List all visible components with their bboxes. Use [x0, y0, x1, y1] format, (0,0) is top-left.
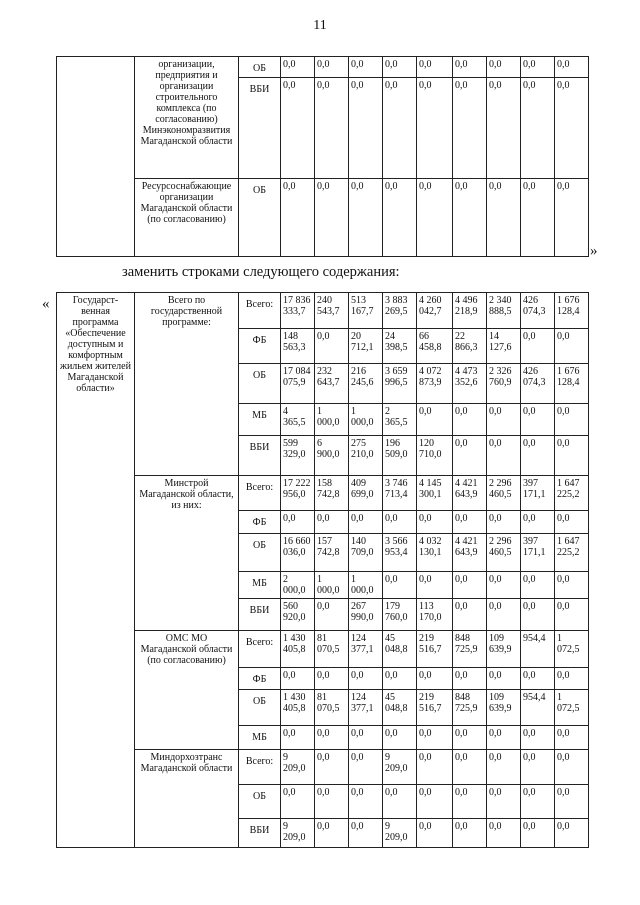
value-cell: 0,0 [281, 785, 315, 819]
value-cell: 0,0 [383, 785, 417, 819]
value-cell: 0,0 [521, 404, 555, 436]
fund-source-cell: ВБИ [239, 599, 281, 631]
value-cell: 124 377,1 [349, 631, 383, 668]
value-cell: 0,0 [453, 57, 487, 78]
value-cell: 0,0 [521, 329, 555, 364]
value-cell: 0,0 [281, 668, 315, 690]
value-cell: 0,0 [487, 436, 521, 476]
value-cell: 0,0 [555, 599, 589, 631]
value-cell: 4 421 643,9 [453, 476, 487, 511]
value-cell: 0,0 [383, 668, 417, 690]
value-cell: 0,0 [417, 78, 453, 179]
value-cell: 0,0 [453, 726, 487, 750]
value-cell: 0,0 [383, 179, 417, 257]
value-cell: 0,0 [349, 726, 383, 750]
value-cell: 0,0 [555, 819, 589, 848]
value-cell: 0,0 [281, 511, 315, 534]
value-cell: 232 643,7 [315, 364, 349, 404]
value-cell: 0,0 [555, 726, 589, 750]
value-cell: 24 398,5 [383, 329, 417, 364]
value-cell: 0,0 [349, 511, 383, 534]
value-cell: 1 647 225,2 [555, 476, 589, 511]
top-table [56, 56, 589, 257]
value-cell: 1 000,0 [349, 572, 383, 599]
fund-source-cell: МБ [239, 572, 281, 599]
value-cell: 0,0 [487, 404, 521, 436]
value-cell: 0,0 [281, 57, 315, 78]
value-cell: 513 167,7 [349, 293, 383, 329]
value-cell: 16 660 036,0 [281, 534, 315, 572]
program-name-cell [57, 57, 135, 257]
value-cell: 0,0 [521, 819, 555, 848]
value-cell: 0,0 [555, 404, 589, 436]
fund-source-cell: ФБ [239, 511, 281, 534]
executor-cell: Миндорхозтранс Магаданской области [135, 750, 239, 848]
value-cell: 0,0 [555, 436, 589, 476]
value-cell: 426 074,3 [521, 293, 555, 329]
value-cell: 0,0 [417, 726, 453, 750]
value-cell: 4 145 300,1 [417, 476, 453, 511]
value-cell: 0,0 [281, 78, 315, 179]
value-cell: 954,4 [521, 690, 555, 726]
value-cell: 0,0 [453, 819, 487, 848]
value-cell: 1 000,0 [315, 404, 349, 436]
value-cell: 1 430 405,8 [281, 631, 315, 668]
value-cell: 0,0 [521, 668, 555, 690]
value-cell: 81 070,5 [315, 631, 349, 668]
value-cell: 0,0 [555, 179, 589, 257]
value-cell: 4 072 873,9 [417, 364, 453, 404]
value-cell: 397 171,1 [521, 534, 555, 572]
value-cell: 0,0 [417, 404, 453, 436]
value-cell: 81 070,5 [315, 690, 349, 726]
value-cell: 1 000,0 [315, 572, 349, 599]
value-cell: 3 566 953,4 [383, 534, 417, 572]
fund-source-cell: Всего: [239, 293, 281, 329]
executor-cell: Всего по государственной программе: [135, 293, 239, 476]
value-cell: 275 210,0 [349, 436, 383, 476]
value-cell: 0,0 [281, 179, 315, 257]
value-cell: 426 074,3 [521, 364, 555, 404]
value-cell: 0,0 [555, 78, 589, 179]
value-cell: 0,0 [383, 78, 417, 179]
table-row [57, 293, 589, 329]
value-cell: 45 048,8 [383, 631, 417, 668]
value-cell: 66 458,8 [417, 329, 453, 364]
value-cell: 0,0 [417, 750, 453, 785]
fund-source-cell: ВБИ [239, 78, 281, 179]
value-cell: 409 699,0 [349, 476, 383, 511]
main-table [56, 292, 589, 848]
value-cell: 0,0 [555, 785, 589, 819]
fund-source-cell: ВБИ [239, 436, 281, 476]
fund-source-cell: Всего: [239, 750, 281, 785]
value-cell: 17 222 956,0 [281, 476, 315, 511]
value-cell: 954,4 [521, 631, 555, 668]
fund-source-cell: Всего: [239, 476, 281, 511]
value-cell: 4 260 042,7 [417, 293, 453, 329]
fund-source-cell: ОБ [239, 364, 281, 404]
replace-heading: заменить строками следующего содержания: [122, 264, 400, 280]
executor-cell: организации, предприятия и организации строительного комплекса (по согласованию) Минэкономразвития Магаданской области [135, 57, 239, 179]
value-cell: 109 639,9 [487, 631, 521, 668]
value-cell: 0,0 [453, 78, 487, 179]
value-cell: 0,0 [315, 78, 349, 179]
value-cell: 0,0 [315, 179, 349, 257]
value-cell: 0,0 [453, 404, 487, 436]
value-cell: 120 710,0 [417, 436, 453, 476]
value-cell: 20 712,1 [349, 329, 383, 364]
value-cell: 0,0 [383, 57, 417, 78]
value-cell: 397 171,1 [521, 476, 555, 511]
value-cell: 0,0 [417, 57, 453, 78]
value-cell: 0,0 [487, 668, 521, 690]
value-cell: 0,0 [383, 572, 417, 599]
value-cell: 0,0 [555, 329, 589, 364]
value-cell: 0,0 [453, 572, 487, 599]
value-cell: 0,0 [555, 668, 589, 690]
value-cell: 0,0 [315, 668, 349, 690]
executor-cell: ОМС МО Магаданской области (по согласованию) [135, 631, 239, 750]
value-cell: 4 473 352,6 [453, 364, 487, 404]
executor-cell: Минстрой Магаданской области, из них: [135, 476, 239, 631]
value-cell: 196 509,0 [383, 436, 417, 476]
open-quote: « [42, 296, 50, 312]
value-cell: 0,0 [521, 785, 555, 819]
value-cell: 0,0 [487, 78, 521, 179]
value-cell: 560 920,0 [281, 599, 315, 631]
value-cell: 6 900,0 [315, 436, 349, 476]
fund-source-cell: МБ [239, 726, 281, 750]
value-cell: 0,0 [487, 785, 521, 819]
close-quote: » [590, 243, 598, 259]
value-cell: 9 209,0 [383, 750, 417, 785]
value-cell: 0,0 [417, 668, 453, 690]
fund-source-cell: ОБ [239, 785, 281, 819]
value-cell: 1 072,5 [555, 690, 589, 726]
value-cell: 1 000,0 [349, 404, 383, 436]
fund-source-cell: Всего: [239, 631, 281, 668]
value-cell: 0,0 [487, 726, 521, 750]
value-cell: 0,0 [453, 668, 487, 690]
value-cell: 4 421 643,9 [453, 534, 487, 572]
value-cell: 0,0 [281, 726, 315, 750]
table-row [57, 631, 589, 668]
value-cell: 1 072,5 [555, 631, 589, 668]
value-cell: 848 725,9 [453, 631, 487, 668]
value-cell: 219 516,7 [417, 690, 453, 726]
fund-source-cell: ВБИ [239, 819, 281, 848]
table-row [57, 57, 589, 78]
value-cell: 0,0 [555, 57, 589, 78]
value-cell: 0,0 [453, 179, 487, 257]
value-cell: 0,0 [487, 819, 521, 848]
fund-source-cell: ОБ [239, 179, 281, 257]
value-cell: 148 563,3 [281, 329, 315, 364]
value-cell: 267 990,0 [349, 599, 383, 631]
value-cell: 3 659 996,5 [383, 364, 417, 404]
fund-source-cell: ФБ [239, 668, 281, 690]
value-cell: 0,0 [349, 78, 383, 179]
value-cell: 0,0 [417, 819, 453, 848]
value-cell: 0,0 [349, 785, 383, 819]
value-cell: 0,0 [453, 599, 487, 631]
value-cell: 0,0 [555, 750, 589, 785]
value-cell: 2 365,5 [383, 404, 417, 436]
fund-source-cell: ОБ [239, 57, 281, 78]
value-cell: 0,0 [521, 78, 555, 179]
value-cell: 599 329,0 [281, 436, 315, 476]
value-cell: 4 496 218,9 [453, 293, 487, 329]
fund-source-cell: МБ [239, 404, 281, 436]
value-cell: 3 746 713,4 [383, 476, 417, 511]
value-cell: 179 760,0 [383, 599, 417, 631]
value-cell: 0,0 [521, 572, 555, 599]
value-cell: 0,0 [315, 599, 349, 631]
value-cell: 0,0 [315, 726, 349, 750]
value-cell: 0,0 [521, 511, 555, 534]
value-cell: 0,0 [315, 57, 349, 78]
value-cell: 0,0 [521, 750, 555, 785]
value-cell: 1 430 405,8 [281, 690, 315, 726]
value-cell: 0,0 [349, 57, 383, 78]
value-cell: 158 742,8 [315, 476, 349, 511]
value-cell: 22 866,3 [453, 329, 487, 364]
value-cell: 1 676 128,4 [555, 293, 589, 329]
value-cell: 0,0 [349, 819, 383, 848]
value-cell: 113 170,0 [417, 599, 453, 631]
value-cell: 0,0 [417, 572, 453, 599]
value-cell: 0,0 [487, 750, 521, 785]
value-cell: 0,0 [521, 57, 555, 78]
value-cell: 17 836 333,7 [281, 293, 315, 329]
value-cell: 0,0 [453, 750, 487, 785]
value-cell: 0,0 [383, 511, 417, 534]
value-cell: 0,0 [521, 599, 555, 631]
value-cell: 0,0 [417, 785, 453, 819]
value-cell: 2 296 460,5 [487, 534, 521, 572]
value-cell: 1 676 128,4 [555, 364, 589, 404]
value-cell: 2 000,0 [281, 572, 315, 599]
value-cell: 0,0 [417, 179, 453, 257]
program-name-cell: Государст-венная программа «Обеспечение доступным и комфортным жильем жителей Магаданской области» [57, 293, 135, 848]
value-cell: 3 883 269,5 [383, 293, 417, 329]
value-cell: 0,0 [487, 179, 521, 257]
value-cell: 0,0 [315, 329, 349, 364]
value-cell: 0,0 [315, 785, 349, 819]
value-cell: 0,0 [521, 726, 555, 750]
value-cell: 0,0 [453, 511, 487, 534]
value-cell: 0,0 [315, 511, 349, 534]
fund-source-cell: ОБ [239, 690, 281, 726]
value-cell: 240 543,7 [315, 293, 349, 329]
value-cell: 0,0 [555, 511, 589, 534]
value-cell: 14 127,6 [487, 329, 521, 364]
value-cell: 0,0 [315, 819, 349, 848]
value-cell: 157 742,8 [315, 534, 349, 572]
value-cell: 0,0 [487, 599, 521, 631]
value-cell: 0,0 [417, 511, 453, 534]
table-row [57, 476, 589, 511]
value-cell: 0,0 [555, 572, 589, 599]
table-row [57, 179, 589, 257]
value-cell: 0,0 [349, 750, 383, 785]
value-cell: 0,0 [349, 179, 383, 257]
value-cell: 0,0 [487, 572, 521, 599]
value-cell: 2 296 460,5 [487, 476, 521, 511]
value-cell: 0,0 [349, 668, 383, 690]
value-cell: 4 032 130,1 [417, 534, 453, 572]
page-number: 11 [313, 18, 327, 33]
value-cell: 0,0 [453, 785, 487, 819]
value-cell: 0,0 [487, 57, 521, 78]
value-cell: 0,0 [383, 726, 417, 750]
value-cell: 2 340 888,5 [487, 293, 521, 329]
value-cell: 848 725,9 [453, 690, 487, 726]
value-cell: 124 377,1 [349, 690, 383, 726]
value-cell: 17 084 075,9 [281, 364, 315, 404]
table-row [57, 750, 589, 785]
value-cell: 45 048,8 [383, 690, 417, 726]
value-cell: 0,0 [315, 750, 349, 785]
value-cell: 9 209,0 [383, 819, 417, 848]
value-cell: 0,0 [521, 179, 555, 257]
value-cell: 0,0 [487, 511, 521, 534]
value-cell: 1 647 225,2 [555, 534, 589, 572]
value-cell: 0,0 [521, 436, 555, 476]
value-cell: 2 326 760,9 [487, 364, 521, 404]
executor-cell: Ресурсоснабжающие организации Магаданской области (по согласованию) [135, 179, 239, 257]
value-cell: 9 209,0 [281, 819, 315, 848]
fund-source-cell: ОБ [239, 534, 281, 572]
fund-source-cell: ФБ [239, 329, 281, 364]
value-cell: 219 516,7 [417, 631, 453, 668]
value-cell: 0,0 [453, 436, 487, 476]
value-cell: 4 365,5 [281, 404, 315, 436]
value-cell: 109 639,9 [487, 690, 521, 726]
value-cell: 9 209,0 [281, 750, 315, 785]
value-cell: 140 709,0 [349, 534, 383, 572]
value-cell: 216 245,6 [349, 364, 383, 404]
